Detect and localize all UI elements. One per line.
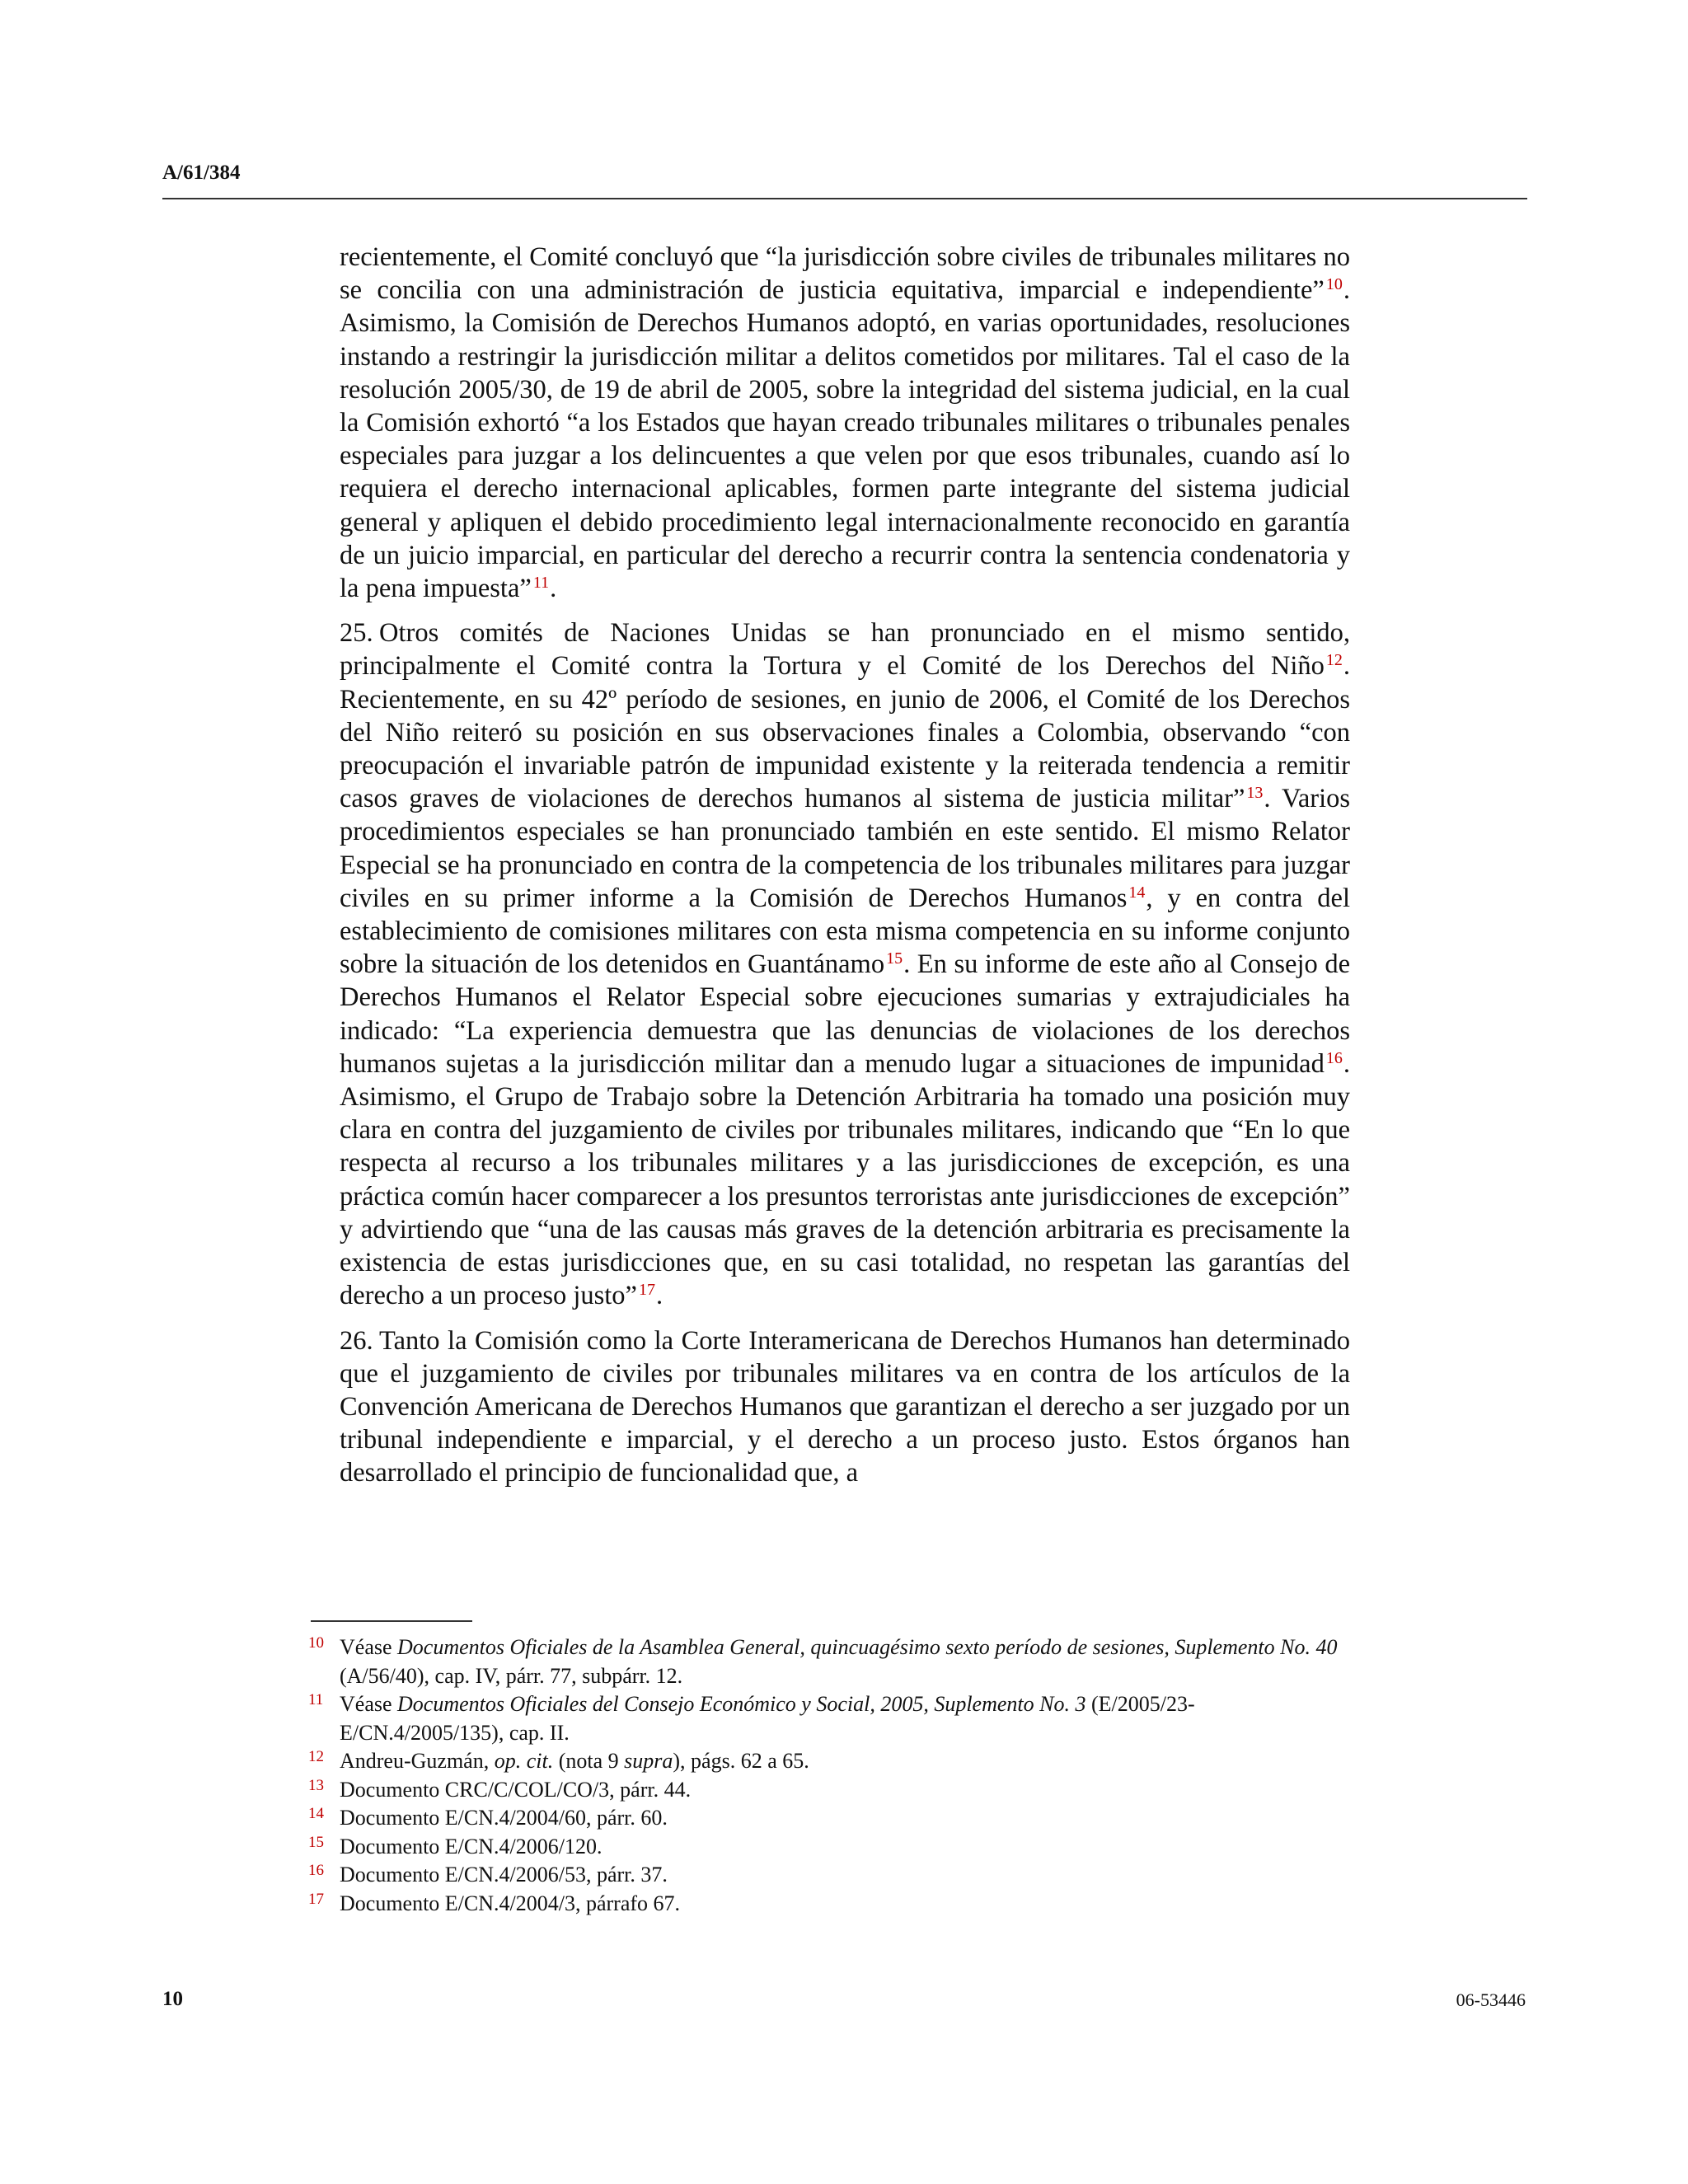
- text-run: Tanto la Comisión como la Corte Interamericana de Derechos Humanos han determinado que el juzgamiento de civiles por tribunales militares va en contra de los artículos de la Convención Americana de Derechos Humanos que garantizan el derecho a ser juzgado por un tribunal independiente e imparcial, y el derecho a un proceso justo. Estos órganos han desarrollado el principio de funcionalidad que, a: [340, 1325, 1350, 1488]
- footnote-number: 11: [308, 1691, 324, 1708]
- paragraph-25: [340, 616, 1350, 1312]
- footnote-number: 12: [308, 1748, 324, 1765]
- footnote-16: [308, 1861, 1350, 1890]
- footnote-text: ), págs. 62 a 65.: [673, 1749, 809, 1773]
- footnote-ref-15[interactable]: 15: [886, 949, 903, 968]
- paragraph-number: 26.: [340, 1325, 373, 1356]
- footnote-ref-10[interactable]: 10: [1325, 275, 1343, 294]
- footnote-title: Documentos Oficiales del Consejo Económico y Social, 2005, Suplemento No. 3: [397, 1692, 1086, 1716]
- footnote-number: 10: [308, 1634, 324, 1652]
- footnote-number: 14: [308, 1805, 324, 1822]
- footnote-11: [308, 1690, 1350, 1747]
- footnote-ref-14[interactable]: 14: [1128, 883, 1146, 902]
- footnote-text: (nota 9: [553, 1749, 625, 1773]
- footnote-13: [308, 1776, 1350, 1805]
- text-run: . Asimismo, el Grupo de Trabajo sobre la Detención Arbitraria ha tomado una posición muy clara en contra del juzgamiento de civiles por tribunales militares, indicando que “En lo que respecta al recurso a los tribunales militares y a las jurisdicciones de excepción, es una práctica común hacer comparecer a los presuntos terroristas ante jurisdicciones de excepción” y advirtiendo que “una de las causas más graves de la detención arbitraria es precisamente la existencia de estas jurisdicciones que, en su casi totalidad, no respetan las garantías del derecho a un proceso justo”: [340, 1048, 1350, 1311]
- text-run: .: [655, 1281, 663, 1311]
- text-run: . En su informe de este año al Consejo de Derechos Humanos el Relator Especial sobre ejecuciones sumarias y extrajudiciales ha indicado: “La experiencia demuestra que las denuncias de violaciones de los derechos humanos sujetas a la jurisdicción militar dan a menudo lugar a situaciones de impunidad: [340, 949, 1351, 1079]
- footnote-italic: op. cit.: [494, 1749, 554, 1773]
- text-run: Otros comités de Naciones Unidas se han pronunciado en el mismo sentido, principalmente el Comité contra la Tortura y el Comité de los Derechos del Niño: [340, 618, 1350, 682]
- footnote-text: (E/2005/23-E/CN.4/2005/135), cap. II.: [340, 1692, 1195, 1745]
- footnote-title: Documentos Oficiales de la Asamblea General, quincuagésimo sexto período de sesiones, Suplemento No. 40: [397, 1635, 1338, 1659]
- footnote-text: Documento E/CN.4/2006/53, párr. 37.: [340, 1863, 668, 1886]
- footnote-ref-12[interactable]: 12: [1325, 651, 1343, 670]
- footnote-15: [308, 1833, 1350, 1862]
- footnote-italic: supra: [624, 1749, 673, 1773]
- footnote-text: Véase: [340, 1692, 398, 1716]
- footnote-ref-16[interactable]: 16: [1325, 1048, 1343, 1067]
- text-run: . Asimismo, la Comisión de Derechos Humanos adoptó, en varias oportunidades, resoluciones instando a restringir la jurisdicción militar a delitos cometidos por militares. Tal el caso de la resolución 2005/30, de 19 de abril de 2005, sobre la integridad del sistema judicial, en la cual la Comisión exhortó “a los Estados que hayan creado tribunales militares o tribunales penales especiales para juzgar a los delincuentes a que velen por que esos tribunales, cuando así lo requiera el derecho internacional aplicables, formen parte integrante del sistema judicial general y apliquen el debido procedimiento legal internacionalmente reconocido en garantía de un juicio imparcial, en particular del derecho a recurrir contra la sentencia condenatoria y la pena impuesta”: [340, 275, 1350, 604]
- footnote-text: Andreu-Guzmán,: [340, 1749, 495, 1773]
- paragraph-26: [340, 1324, 1350, 1490]
- footnote-text: Documento CRC/C/COL/CO/3, párr. 44.: [340, 1777, 692, 1802]
- text-run: . Recientemente, en su 42º período de sesiones, en junio de 2006, el Comité de los Derechos del Niño reiteró su posición en sus observaciones finales a Colombia, observando “con preocupación el invariable patrón de impunidad existente y la reiterada tendencia a remitir casos graves de violaciones de derechos humanos al sistema de justicia militar”: [340, 651, 1350, 814]
- paragraph-number: 25.: [340, 618, 373, 649]
- footnote-number: 13: [308, 1776, 324, 1794]
- footnote-text: Documento E/CN.4/2004/3, párrafo 67.: [340, 1891, 681, 1915]
- footnote-ref-17[interactable]: 17: [638, 1281, 655, 1300]
- footnote-12: [308, 1747, 1350, 1776]
- footnote-text: Véase: [340, 1635, 398, 1659]
- footnotes: [308, 1633, 1350, 1918]
- text-run: . Varios procedimientos especiales se han pronunciado también en este sentido. El mismo Relator Especial se ha pronunciado en contra de la competencia de los tribunales militares para juzgar civiles en su primer informe a la Comisión de Derechos Humanos: [340, 784, 1350, 913]
- text-run: .: [550, 574, 557, 604]
- footnote-text: (A/56/40), cap. IV, párr. 77, subpárr. 12.: [340, 1663, 683, 1688]
- footnote-17: [308, 1890, 1350, 1919]
- footnote-14: [308, 1804, 1350, 1833]
- footnote-ref-13[interactable]: 13: [1246, 784, 1264, 803]
- footnote-number: 17: [308, 1890, 324, 1908]
- footnote-text: Documento E/CN.4/2006/120.: [340, 1834, 603, 1858]
- footnote-10: [308, 1633, 1350, 1690]
- footnote-number: 15: [308, 1833, 324, 1851]
- body-text: [340, 241, 1350, 1502]
- page-number: 10: [162, 1988, 183, 2010]
- footnote-ref-11[interactable]: 11: [532, 574, 550, 593]
- paragraph-continued: [340, 241, 1350, 605]
- footnote-number: 16: [308, 1862, 324, 1879]
- text-run: , y en contra del establecimiento de comisiones militares con esta misma competencia en su informe conjunto sobre la situación de los detenidos en Guantánamo: [340, 883, 1350, 980]
- footnote-text: Documento E/CN.4/2004/60, párr. 60.: [340, 1806, 668, 1830]
- document-symbol: A/61/384: [162, 162, 241, 184]
- header-rule: [162, 198, 1527, 199]
- footnote-separator: [311, 1620, 472, 1622]
- job-number: 06-53446: [1456, 1990, 1526, 2010]
- text-run: recientemente, el Comité concluyó que “la jurisdicción sobre civiles de tribunales militares no se concilia con una administración de justicia equitativa, imparcial e independiente”: [340, 242, 1350, 306]
